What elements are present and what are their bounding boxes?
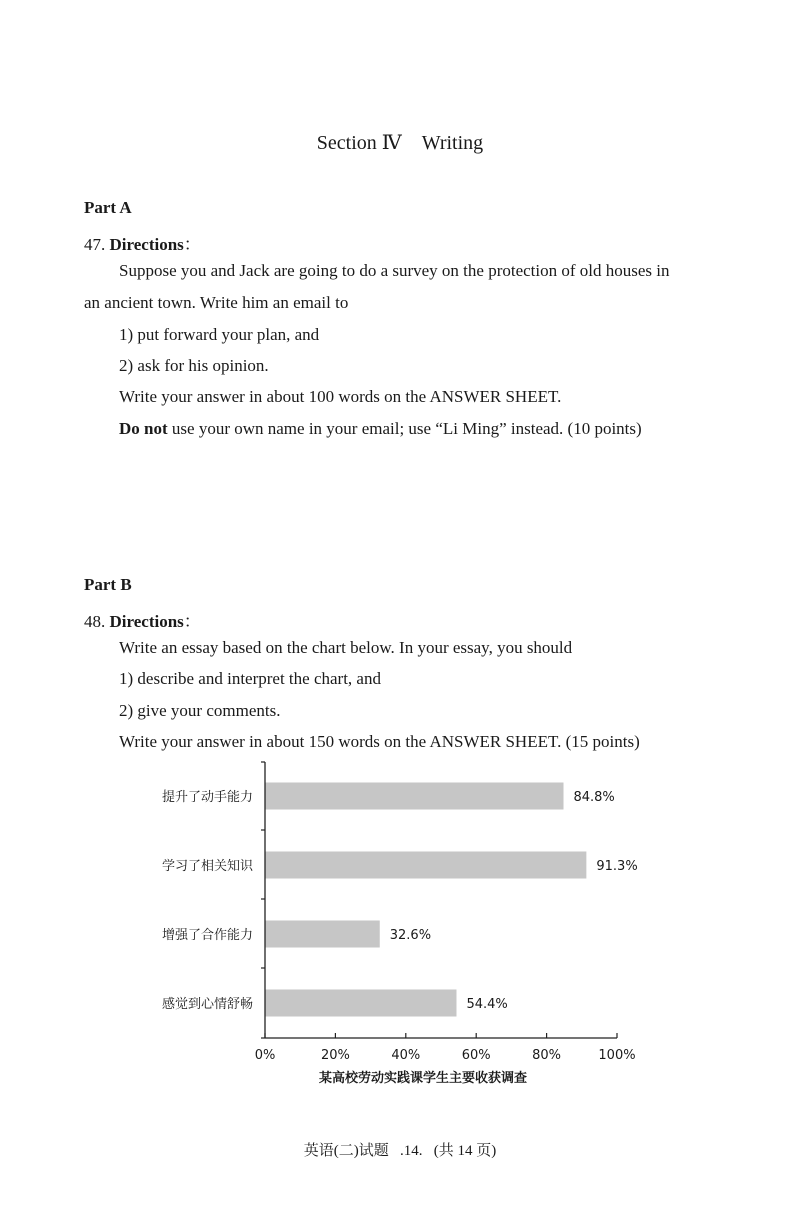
- chart-bar: [265, 852, 586, 879]
- q47-para-line2: an ancient town. Write him an email to: [84, 293, 349, 312]
- footer-page-total: (共 14 页): [433, 1143, 497, 1159]
- part-b-heading: Part B: [84, 575, 132, 594]
- q48-directions-label: Directions: [109, 612, 184, 631]
- q47-para-line1: Suppose you and Jack are going to do a survey on the protection of old houses in: [119, 261, 670, 280]
- part-a-heading: Part A: [84, 198, 132, 217]
- chart-value-label: 84.8%: [573, 790, 615, 805]
- chart-value-label: 91.3%: [596, 859, 638, 874]
- chart-category-label: 学习了相关知识: [161, 859, 253, 874]
- chart-category-label: 增强了合作能力: [161, 928, 253, 943]
- q47-directions-label: Directions: [109, 235, 184, 254]
- chart-x-axis-title: 某高校劳动实践课学生主要收获调查: [318, 1071, 528, 1086]
- q48-instruction: Write your answer in about 150 words on the ANSWER SHEET. (15 points): [119, 732, 640, 751]
- chart-category-label: 感觉到心情舒畅: [161, 997, 253, 1012]
- q47-item2: 2) ask for his opinion.: [119, 356, 269, 375]
- footer-subject: 英语(二)试题: [303, 1143, 389, 1159]
- footer-page-number: .14.: [400, 1143, 423, 1159]
- chart-x-tick-label: 60%: [461, 1048, 491, 1063]
- chart-bar: [265, 783, 563, 810]
- q48-directions-colon: ：: [183, 612, 201, 631]
- q48-item1: 1) describe and interpret the chart, and: [119, 669, 381, 688]
- q47-note-rest: use your own name in your email; use “Li Ming” instead. (10 points): [167, 419, 642, 438]
- chart-bar: [265, 921, 380, 948]
- q48-number: 48.: [84, 612, 106, 631]
- q47-number: 47.: [84, 235, 106, 254]
- chart-x-tick-label: 40%: [391, 1048, 421, 1063]
- q48-para: Write an essay based on the chart below. In your essay, you should: [119, 638, 573, 657]
- chart-value-label: 32.6%: [389, 928, 432, 943]
- chart-category-label: 提升了动手能力: [161, 790, 253, 805]
- q47-directions-colon: ：: [183, 235, 201, 254]
- chart-x-tick-label: 80%: [532, 1048, 562, 1063]
- chart-x-tick-label: 20%: [320, 1048, 350, 1063]
- page-footer: [0, 1139, 800, 1160]
- q47-item1: 1) put forward your plan, and: [119, 325, 320, 344]
- section-title: Section Ⅳ Writing: [316, 132, 484, 154]
- q47-instruction: Write your answer in about 100 words on the ANSWER SHEET.: [119, 387, 562, 406]
- chart-bar: [265, 990, 456, 1017]
- q48-item2: 2) give your comments.: [119, 701, 281, 720]
- q47-note-bold: Do not: [119, 419, 168, 438]
- chart-x-tick-label: 100%: [598, 1048, 636, 1063]
- chart-x-tick-label: 0%: [254, 1048, 276, 1063]
- chart-value-label: 54.4%: [466, 997, 508, 1012]
